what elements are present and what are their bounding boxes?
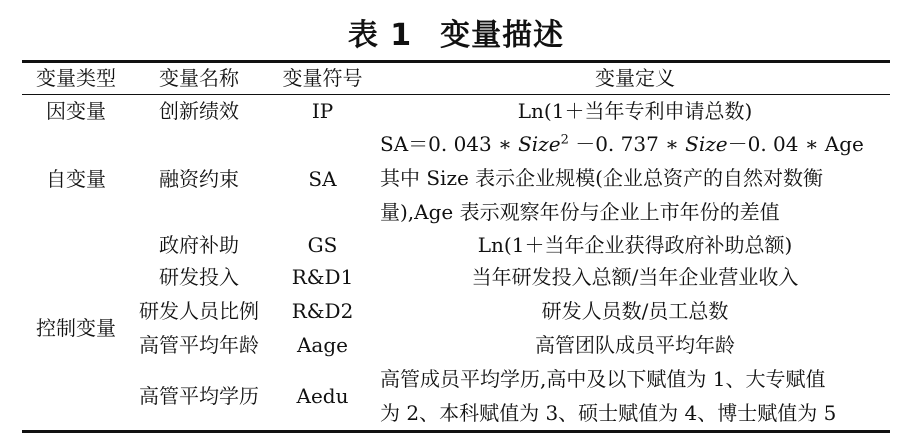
- table-caption: 变量描述: [440, 18, 565, 53]
- var-symbol: R&D1: [291, 265, 354, 289]
- var-definition-line: 高管成员平均学历,高中及以下赋值为 1、大专赋值: [380, 367, 826, 391]
- group-dependent: 因变量: [46, 99, 106, 123]
- group-control: 控制变量: [36, 316, 116, 340]
- header-symbol: 变量符号: [282, 66, 363, 90]
- var-symbol: GS: [307, 233, 338, 257]
- var-symbol: SA: [308, 167, 337, 191]
- var-name: 高管平均年龄: [139, 333, 259, 357]
- var-definition: 研发人员数/员工总数: [541, 299, 729, 323]
- header-type: 变量类型: [36, 66, 116, 90]
- bottom-rule: [22, 430, 890, 433]
- var-name: 研发投入: [159, 265, 239, 289]
- var-name: 政府补助: [159, 233, 239, 257]
- var-definition: 当年研发投入总额/当年企业营业收入: [471, 265, 799, 289]
- var-definition: Ln(1＋当年企业获得政府补助总额): [477, 233, 793, 257]
- var-definition-line: 其中 Size 表示企业规模(企业总资产的自然对数衡: [380, 166, 823, 190]
- var-name: 高管平均学历: [139, 384, 259, 408]
- table-title: [0, 10, 912, 54]
- var-name: 创新绩效: [159, 99, 239, 123]
- var-definition: Ln(1＋当年专利申请总数): [517, 99, 753, 123]
- header-definition: 变量定义: [595, 66, 675, 90]
- var-symbol: IP: [311, 99, 334, 123]
- var-definition-line: 量),Age 表示观察年份与企业上市年份的差值: [380, 200, 780, 224]
- var-definition-line: 为 2、本科赋值为 3、硕士赋值为 4、博士赋值为 5: [380, 401, 837, 425]
- var-name: 研发人员比例: [139, 299, 259, 323]
- group-independent: 自变量: [46, 167, 106, 191]
- var-definition-formula: SA＝0. 043 ∗ Size$^2$ －0. 737 ∗ Size－0. 04 ∗ Age: [380, 132, 864, 156]
- var-symbol: R&D2: [291, 299, 354, 323]
- var-symbol: Aedu: [296, 384, 349, 408]
- header-name: 变量名称: [159, 66, 239, 90]
- var-name: 融资约束: [159, 167, 239, 191]
- var-definition: 高管团队成员平均年龄: [535, 333, 735, 357]
- var-symbol: Aage: [296, 333, 348, 357]
- table-number: 表 1: [347, 18, 413, 53]
